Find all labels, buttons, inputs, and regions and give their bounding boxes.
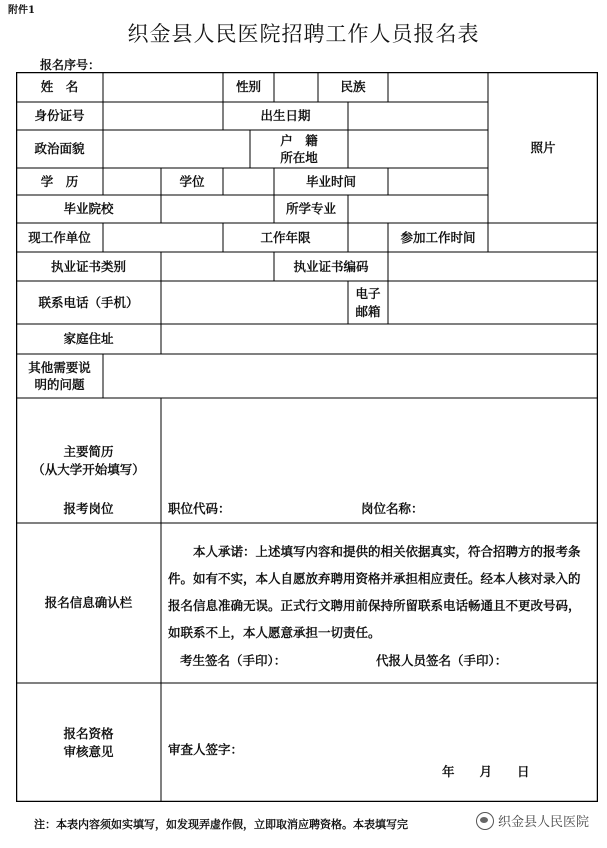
wechat-icon: [476, 812, 494, 830]
label-email: 电子 邮箱: [355, 286, 381, 319]
label-current-unit: 现工作单位: [28, 229, 91, 245]
label-other-notes: 其他需要说 明的问题: [28, 359, 91, 392]
label-phone: 联系电话（手机）: [38, 294, 139, 310]
label-school: 毕业院校: [63, 201, 114, 217]
footer-note: 注：本表内容须如实填写，如发现弄虚作假，立即取消应聘资格。本表填写完: [34, 818, 408, 831]
registration-form-table: [16, 72, 598, 802]
label-gender: 性别: [235, 79, 261, 95]
label-cert-type: 执业证书类别: [50, 258, 126, 274]
label-work-years: 工作年限: [260, 229, 311, 245]
label-photo: 照片: [530, 139, 556, 155]
label-household: 户 籍 所在地: [280, 132, 318, 165]
label-id-number: 身份证号: [34, 108, 85, 124]
position-code-field: 职位代码：: [168, 501, 231, 517]
label-major: 所学专业: [285, 201, 336, 217]
label-political-status: 政治面貌: [34, 141, 85, 157]
label-birth-date: 出生日期: [260, 108, 311, 124]
page-title: 织金县人民医院招聘工作人员报名表: [127, 22, 480, 46]
label-degree: 学位: [179, 173, 205, 189]
label-name: 姓 名: [40, 79, 79, 95]
review-date: 年 月 日: [442, 764, 530, 780]
label-ethnicity: 民族: [340, 79, 366, 95]
watermark-text: 织金县人民医院: [497, 815, 589, 830]
label-address: 家庭住址: [63, 331, 114, 347]
label-cert-number: 执业证书编码: [293, 258, 369, 274]
watermark: [476, 811, 589, 830]
label-graduation-time: 毕业时间: [305, 173, 356, 189]
candidate-signature: 考生签名（手印）：: [180, 653, 287, 669]
position-name-field: 岗位名称：: [361, 501, 424, 517]
attachment-label: 附件1: [8, 5, 35, 16]
promise-text: 本人承诺：上述填写内容和提供的相关依据真实，符合招聘方的报考条件。如有不实，本人自愿放弃聘用资格并承担相应责任。经本人核对录入的报名信息准确无误。正式行文聘用前保持所留联系电话畅通且不更改号码，如联系不上，本人愿意承担一切责任。: [168, 544, 581, 640]
label-work-start: 参加工作时间: [400, 229, 476, 245]
label-position: 报考岗位: [63, 501, 114, 517]
reviewer-signature: 审查人签字：: [168, 742, 244, 758]
label-resume: 主要简历 （从大学开始填写）: [32, 444, 145, 477]
agent-signature: 代报人员签名（手印）：: [376, 653, 508, 669]
label-confirm: 报名信息确认栏: [44, 595, 133, 611]
label-education: 学 历: [40, 173, 79, 189]
sequence-number-label: 报名序号：: [40, 58, 101, 72]
label-review: 报名资格 审核意见: [63, 726, 114, 759]
